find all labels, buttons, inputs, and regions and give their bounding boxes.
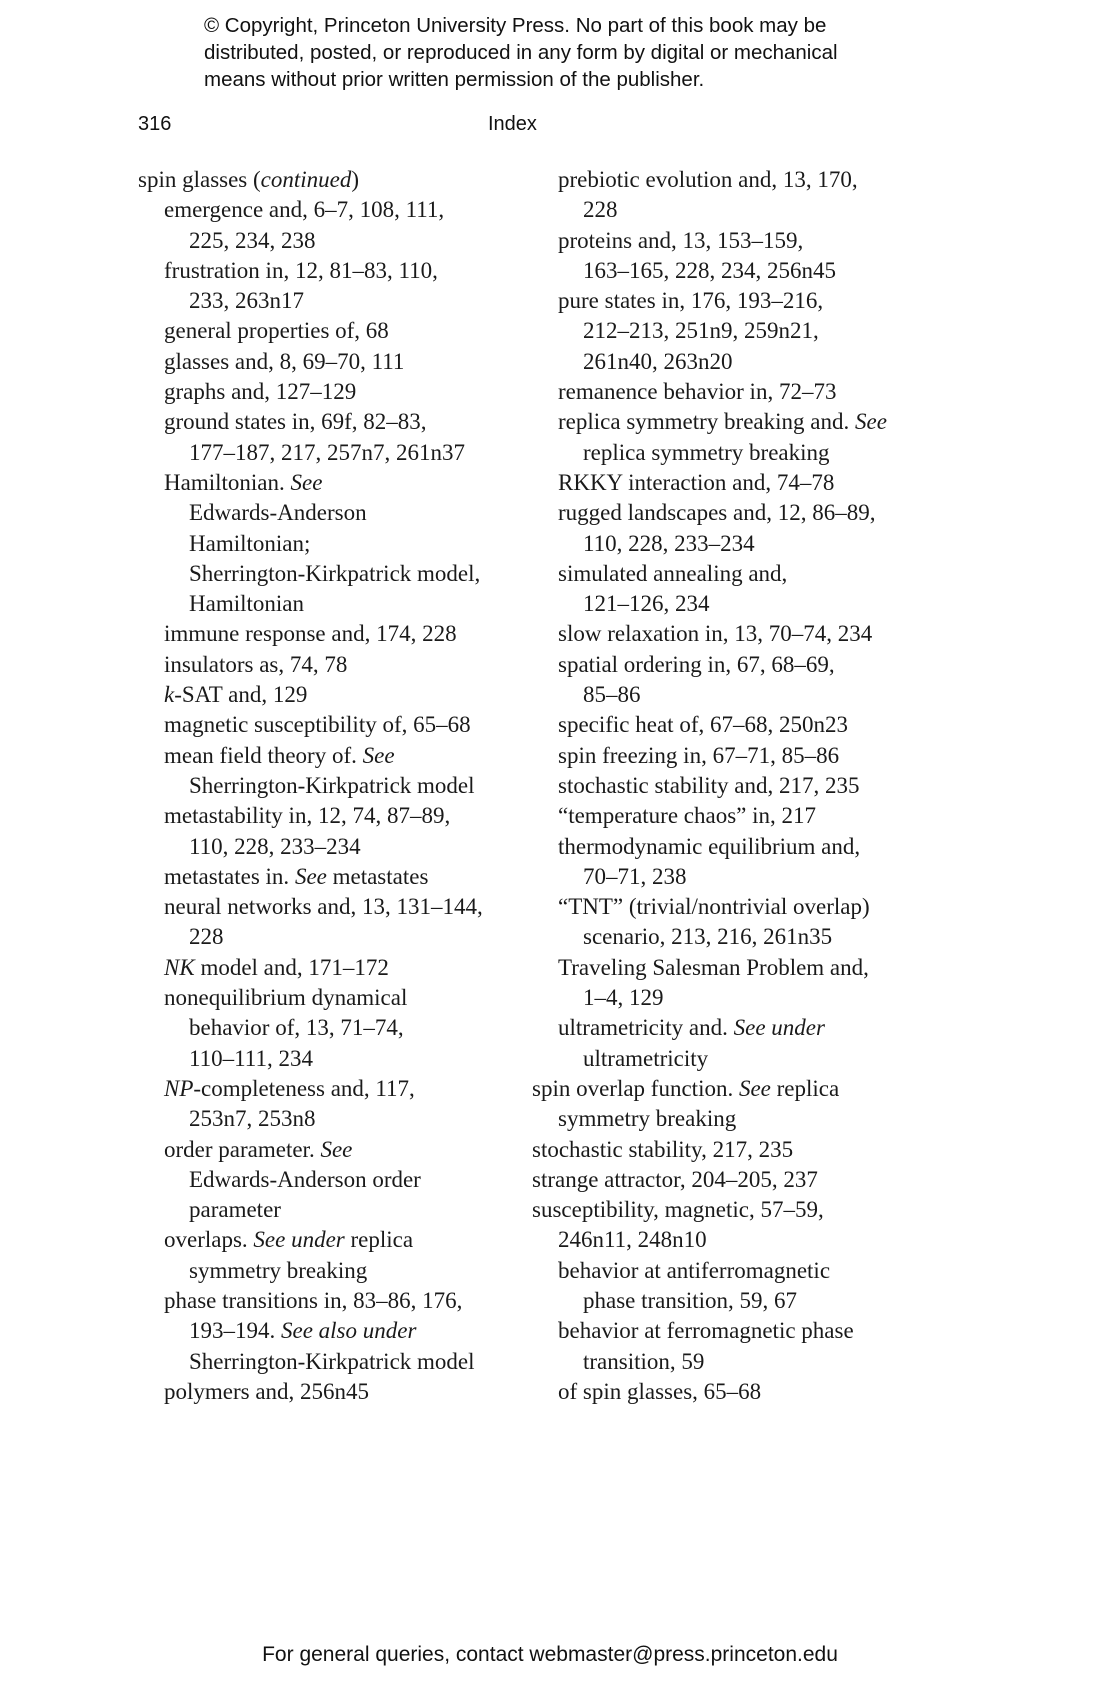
entry-text: Edwards-Anderson: [189, 500, 367, 526]
index-continuation: [138, 498, 518, 528]
index-subentry: [532, 771, 932, 801]
index-subentry: [138, 741, 518, 771]
entry-text: -completeness and, 117,: [193, 1075, 415, 1101]
entry-text: Hamiltonian: [189, 591, 304, 617]
index-continuation: [138, 559, 518, 589]
index-continuation: [532, 1286, 932, 1316]
index-subentry: [138, 195, 518, 225]
entry-text: Hamiltonian;: [189, 530, 311, 556]
index-subentry: [138, 862, 518, 892]
entry-text: 225, 234, 238: [189, 227, 316, 253]
entry-text: rugged landscapes and, 12, 86–89,: [558, 500, 876, 526]
index-subentry: [138, 680, 518, 710]
index-subentry: [532, 468, 932, 498]
index-continuation: [138, 1165, 518, 1195]
entry-text: strange attractor, 204–205, 237: [532, 1166, 818, 1192]
index-subentry: [532, 1104, 932, 1134]
entry-text: Sherrington-Kirkpatrick model: [189, 772, 475, 798]
italic-text: k: [164, 682, 175, 708]
entry-text: -SAT and, 129: [174, 682, 308, 708]
footer-contact: [0, 1641, 1100, 1669]
index-subentry: [138, 1377, 518, 1407]
index-subentry: [532, 377, 932, 407]
index-continuation: [138, 1256, 518, 1286]
entry-text: behavior at antiferromagnetic: [558, 1257, 831, 1283]
entry-text: ): [351, 167, 360, 192]
entry-text: 70–71, 238: [583, 863, 687, 889]
entry-text: proteins and, 13, 153–159,: [558, 227, 804, 253]
index-subentry: [138, 1074, 518, 1104]
entry-text: 228: [583, 197, 618, 223]
index-subentry: [532, 1316, 932, 1346]
index-subentry: [138, 650, 518, 680]
entry-text: nonequilibrium dynamical: [164, 985, 408, 1011]
index-subentry: [138, 1225, 518, 1255]
entry-text: remanence behavior in, 72–73: [558, 379, 837, 405]
index-subentry: [532, 892, 932, 922]
index-subentry: [138, 983, 518, 1013]
entry-text: overlaps.: [164, 1227, 254, 1253]
entry-text: stochastic stability and, 217, 235: [558, 772, 860, 798]
index-continuation: [138, 771, 518, 801]
running-head: Index: [488, 113, 537, 135]
entry-text: 85–86: [583, 682, 641, 708]
entry-text: ultrametricity: [583, 1045, 709, 1071]
index-continuation: [138, 1316, 518, 1346]
entry-text: insulators as, 74, 78: [164, 651, 348, 677]
index-continuation: [138, 226, 518, 256]
entry-text: specific heat of, 67–68, 250n23: [558, 712, 848, 738]
entry-text: model and, 171–172: [194, 954, 389, 980]
index-subentry: [532, 619, 932, 649]
index-subentry: [532, 710, 932, 740]
index-continuation: [532, 256, 932, 286]
entry-text: replica symmetry breaking: [583, 439, 830, 465]
index-continuation: [532, 680, 932, 710]
entry-text: order parameter.: [164, 1136, 321, 1162]
entry-text: “TNT” (trivial/nontrivial overlap): [558, 894, 870, 920]
italic-text: See: [854, 409, 887, 435]
copyright-line: means without prior written permission of the publisher.: [204, 68, 705, 91]
index-continuation: [532, 1347, 932, 1377]
index-continuation: [532, 347, 932, 377]
index-subentry: [138, 377, 518, 407]
italic-text: See: [290, 469, 323, 495]
italic-text: See under: [733, 1015, 825, 1041]
italic-text: See: [320, 1136, 353, 1162]
entry-text: stochastic stability, 217, 235: [532, 1136, 794, 1162]
entry-text: spin glasses (: [138, 167, 261, 192]
entry-text: spatial ordering in, 67, 68–69,: [558, 651, 835, 677]
copyright-line: © Copyright, Princeton University Press. No part of this book may be: [204, 14, 827, 37]
index-entry: [532, 1074, 932, 1104]
entry-text: simulated annealing and,: [558, 560, 788, 586]
entry-text: behavior of, 13, 71–74,: [189, 1015, 404, 1041]
italic-text: See: [294, 863, 327, 889]
index-entry: [138, 165, 518, 195]
entry-text: “temperature chaos” in, 217: [558, 803, 816, 829]
index-subentry: [138, 468, 518, 498]
entry-text: mean field theory of.: [164, 742, 363, 768]
index-subentry: [138, 1135, 518, 1165]
index-subentry: [138, 801, 518, 831]
index-subentry: [138, 953, 518, 983]
index-continuation: [532, 316, 932, 346]
copyright-line: distributed, posted, or reproduced in any form by digital or mechanical: [204, 41, 838, 64]
italic-text: See also under: [281, 1318, 417, 1344]
entry-text: 121–126, 234: [583, 591, 710, 617]
index-continuation: [532, 983, 932, 1013]
entry-text: Traveling Salesman Problem and,: [558, 954, 869, 980]
index-subentry: [532, 559, 932, 589]
entry-text: frustration in, 12, 81–83, 110,: [164, 257, 438, 283]
entry-text: susceptibility, magnetic, 57–59,: [532, 1197, 824, 1223]
entry-text: phase transitions in, 83–86, 176,: [164, 1287, 463, 1313]
entry-text: replica: [344, 1227, 414, 1253]
index-entry: [532, 1195, 932, 1225]
entry-text: 212–213, 251n9, 259n21,: [583, 318, 819, 344]
index-subentry: [138, 892, 518, 922]
entry-text: 110, 228, 233–234: [189, 833, 361, 859]
italic-text: NP: [164, 1075, 194, 1101]
index-entry: [532, 1165, 932, 1195]
entry-text: 233, 263n17: [189, 288, 304, 314]
index-subentry: [138, 256, 518, 286]
entry-text: metastates: [326, 863, 429, 889]
entry-text: immune response and, 174, 228: [164, 621, 457, 647]
italic-text: continued: [260, 167, 352, 192]
entry-text: 110–111, 234: [189, 1045, 313, 1071]
index-continuation: [532, 589, 932, 619]
index-continuation: [138, 1347, 518, 1377]
entry-text: transition, 59: [583, 1348, 705, 1374]
entry-text: ground states in, 69f, 82–83,: [164, 409, 427, 435]
entry-text: spin overlap function.: [532, 1075, 739, 1101]
index-continuation: [138, 1104, 518, 1134]
entry-text: glasses and, 8, 69–70, 111: [164, 348, 405, 374]
entry-text: parameter: [189, 1197, 281, 1223]
index-continuation: [532, 195, 932, 225]
entry-text: Sherrington-Kirkpatrick model,: [189, 560, 481, 586]
index-subentry: [138, 316, 518, 346]
index-subentry: [532, 741, 932, 771]
index-continuation: [532, 529, 932, 559]
index-subentry: [532, 498, 932, 528]
entry-text: emergence and, 6–7, 108, 111,: [164, 197, 445, 223]
index-subentry: [138, 710, 518, 740]
entry-text: general properties of, 68: [164, 318, 389, 344]
entry-text: metastates in.: [164, 863, 295, 889]
entry-text: graphs and, 127–129: [164, 379, 357, 405]
entry-text: RKKY interaction and, 74–78: [558, 469, 835, 495]
index-continuation: [138, 589, 518, 619]
entry-text: Hamiltonian.: [164, 469, 291, 495]
index-subentry: [532, 286, 932, 316]
entry-text: 110, 228, 233–234: [583, 530, 755, 556]
index-subentry: [532, 953, 932, 983]
italic-text: See: [738, 1075, 771, 1101]
entry-text: 228: [189, 924, 224, 950]
index-subentry: [532, 832, 932, 862]
index-column-left: [138, 165, 518, 1407]
entry-text: 253n7, 253n8: [189, 1106, 316, 1132]
italic-text: NK: [164, 954, 195, 980]
index-continuation: [138, 1044, 518, 1074]
index-subentry: [138, 619, 518, 649]
entry-text: thermodynamic equilibrium and,: [558, 833, 861, 859]
entry-text: symmetry breaking: [558, 1106, 737, 1132]
entry-text: scenario, 213, 216, 261n35: [583, 924, 833, 950]
italic-text: See under: [253, 1227, 345, 1253]
entry-text: slow relaxation in, 13, 70–74, 234: [558, 621, 873, 647]
entry-text: Sherrington-Kirkpatrick model: [189, 1348, 475, 1374]
index-subentry: [532, 165, 932, 195]
index-subentry: [532, 650, 932, 680]
entry-text: 177–187, 217, 257n7, 261n37: [189, 439, 465, 465]
entry-text: replica: [770, 1075, 840, 1101]
index-continuation: [138, 286, 518, 316]
italic-text: See: [362, 742, 395, 768]
index-subentry: [532, 801, 932, 831]
entry-text: metastability in, 12, 74, 87–89,: [164, 803, 451, 829]
footer-text: For general queries, contact webmaster@press.princeton.edu: [262, 1643, 838, 1666]
entry-text: neural networks and, 13, 131–144,: [164, 894, 483, 920]
index-continuation: [138, 1195, 518, 1225]
page-number: 316: [138, 113, 172, 135]
index-continuation: [138, 438, 518, 468]
entry-text: spin freezing in, 67–71, 85–86: [558, 742, 840, 768]
index-continuation: [532, 1044, 932, 1074]
entry-text: pure states in, 176, 193–216,: [558, 288, 824, 314]
entry-text: 261n40, 263n20: [583, 348, 733, 374]
index-continuation: [532, 862, 932, 892]
entry-text: 246n11, 248n10: [558, 1227, 707, 1253]
index-entry: [532, 1135, 932, 1165]
index-continuation: [138, 529, 518, 559]
entry-text: Edwards-Anderson order: [189, 1166, 421, 1192]
entry-text: of spin glasses, 65–68: [558, 1378, 762, 1404]
index-continuation: [138, 1013, 518, 1043]
index-subentry: [532, 1377, 932, 1407]
index-subentry: [138, 407, 518, 437]
index-subentry: [532, 1225, 932, 1255]
index-subentry: [532, 1013, 932, 1043]
entry-text: ultrametricity and.: [558, 1015, 734, 1041]
index-subentry: [532, 1256, 932, 1286]
entry-text: replica symmetry breaking and.: [558, 409, 855, 435]
copyright-notice: [204, 12, 924, 93]
index-continuation: [532, 922, 932, 952]
entry-text: prebiotic evolution and, 13, 170,: [558, 167, 858, 192]
entry-text: behavior at ferromagnetic phase: [558, 1318, 854, 1344]
entry-text: 1–4, 129: [583, 985, 664, 1011]
index-continuation: [138, 832, 518, 862]
index-continuation: [532, 438, 932, 468]
index-subentry: [532, 407, 932, 437]
entry-text: 163–165, 228, 234, 256n45: [583, 257, 836, 283]
index-subentry: [532, 226, 932, 256]
entry-text: 193–194.: [189, 1318, 281, 1344]
index-continuation: [138, 922, 518, 952]
index-subentry: [138, 1286, 518, 1316]
entry-text: magnetic susceptibility of, 65–68: [164, 712, 471, 738]
entry-text: phase transition, 59, 67: [583, 1287, 797, 1313]
index-column-right: [532, 165, 932, 1407]
entry-text: polymers and, 256n45: [164, 1378, 370, 1404]
index-subentry: [138, 347, 518, 377]
entry-text: symmetry breaking: [189, 1257, 368, 1283]
